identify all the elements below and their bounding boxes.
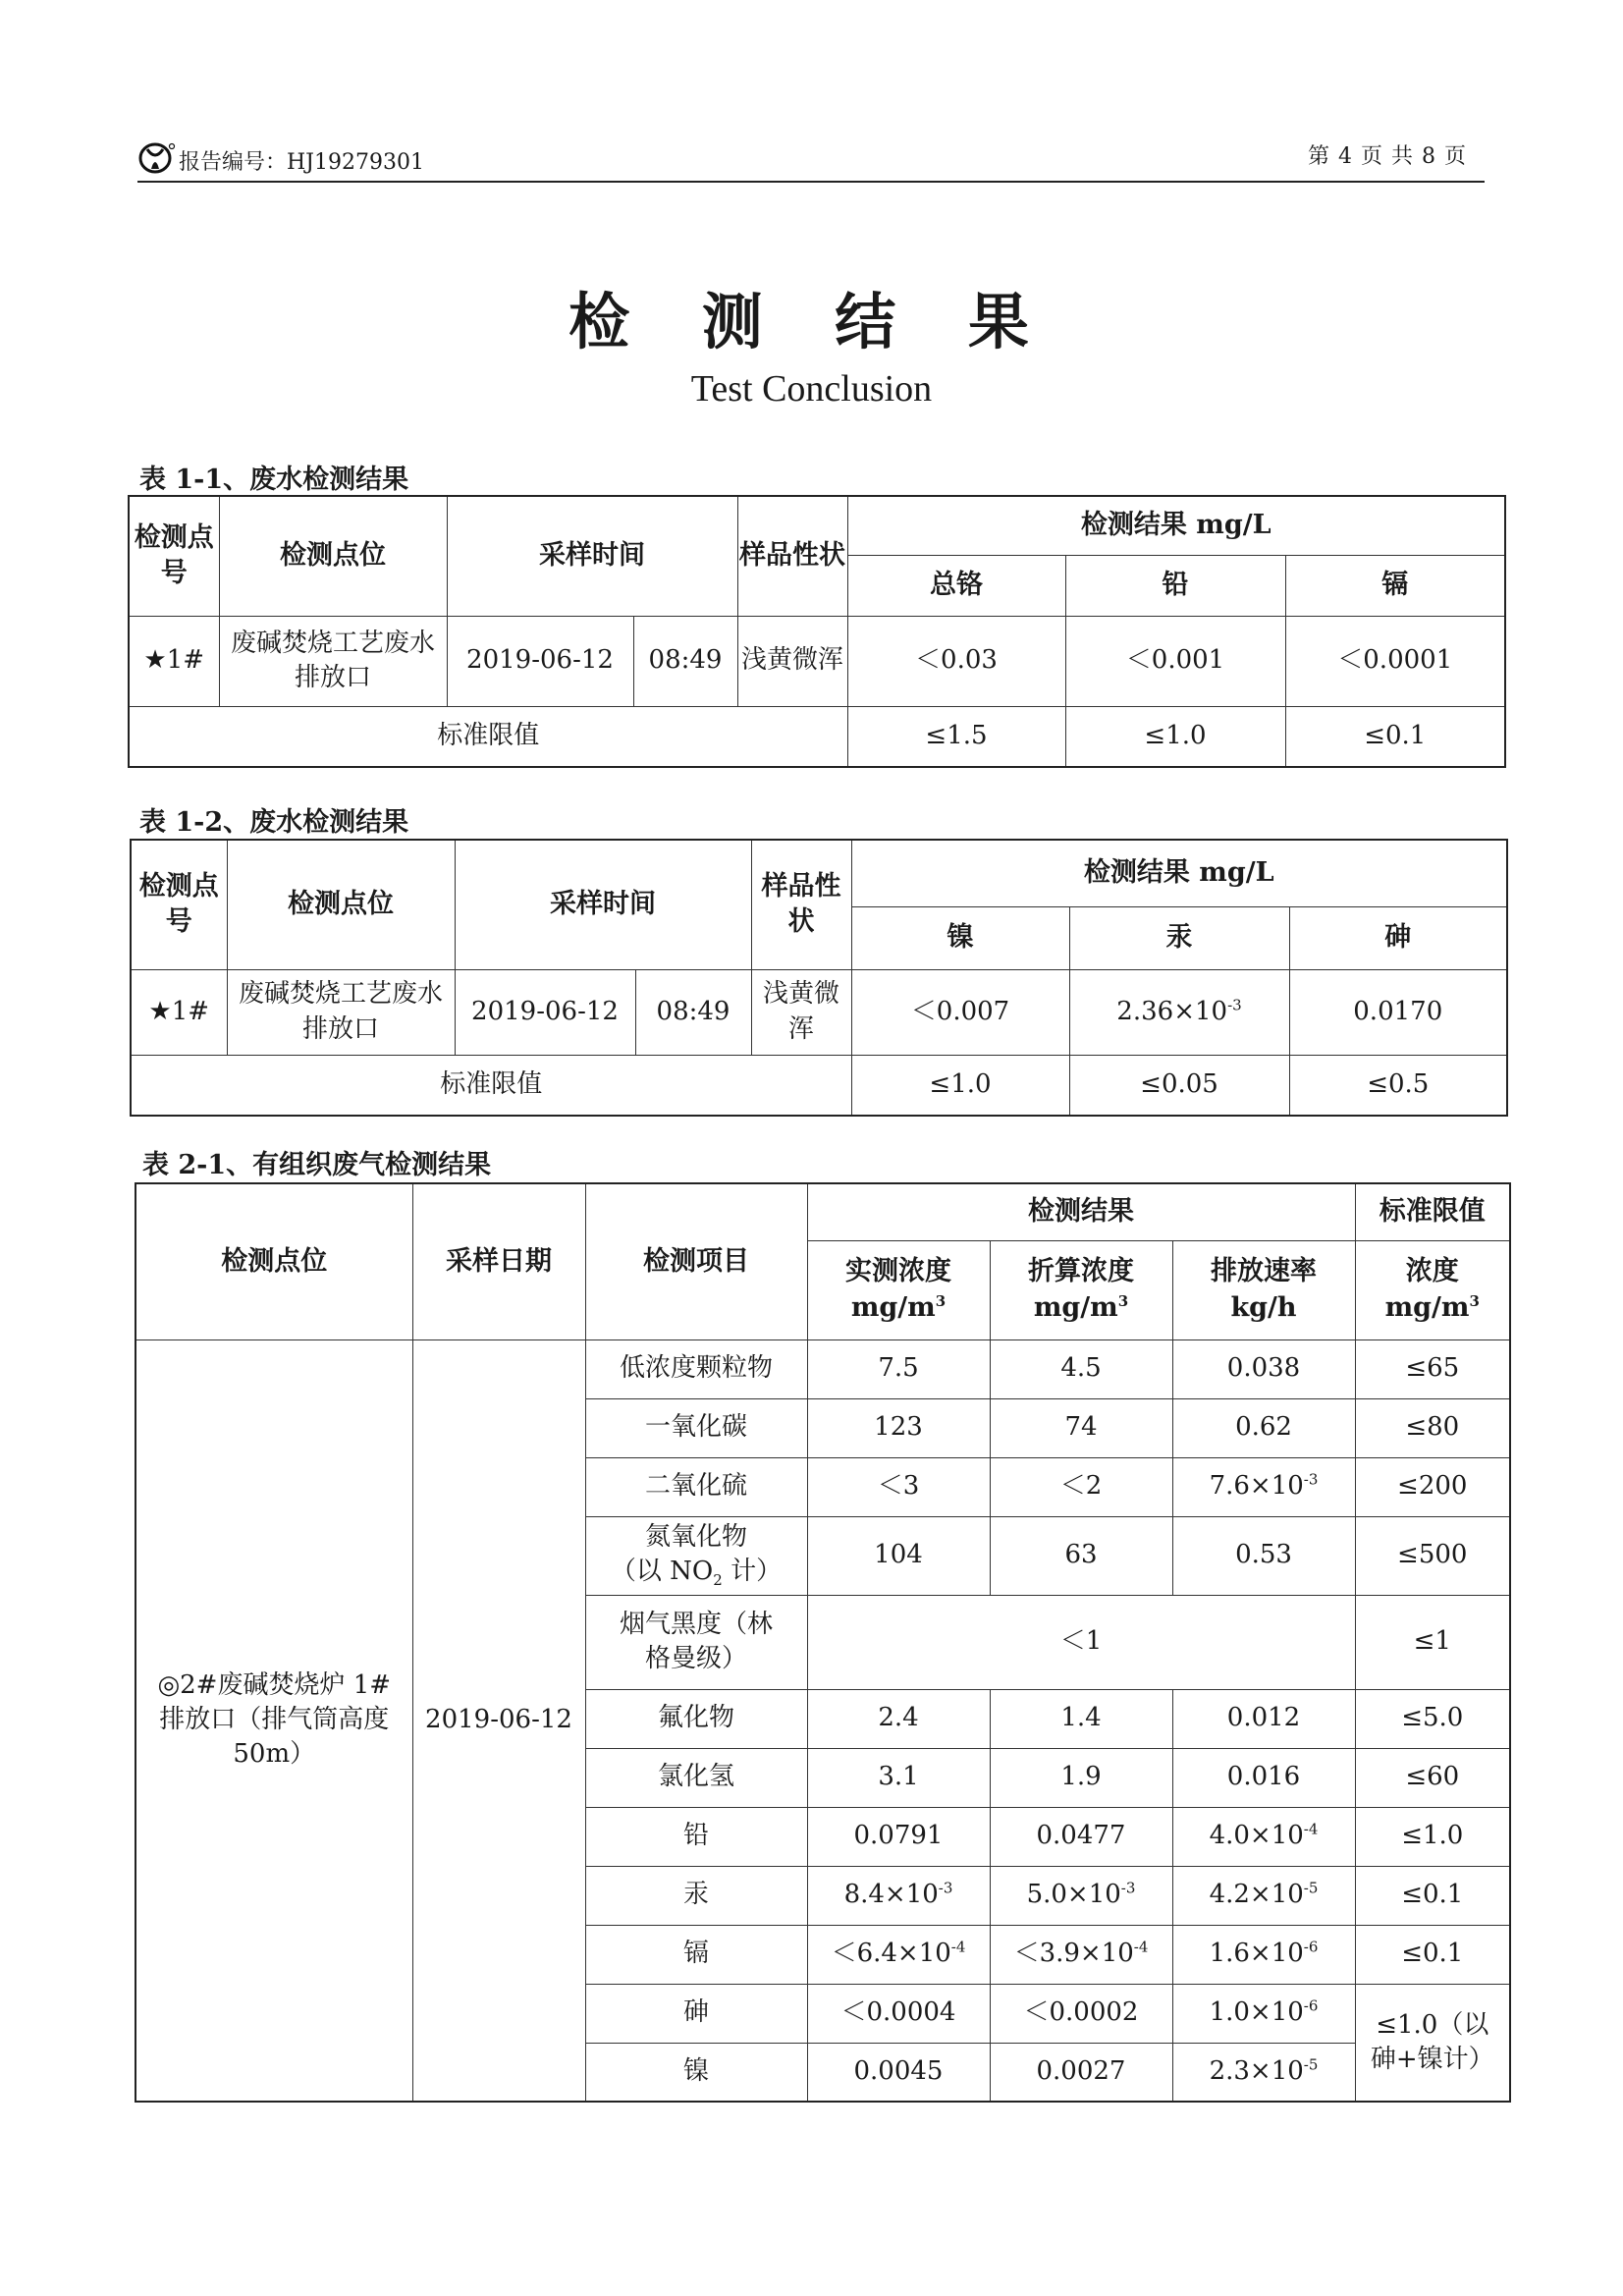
item-cell: 一氧化碳 <box>585 1398 807 1457</box>
location-cell: 废碱焚烧工艺废水排放口 <box>227 969 455 1055</box>
col-header-sample: 样品性状 <box>751 840 851 969</box>
col-header-limit: 标准限值 <box>1355 1183 1510 1240</box>
rate-cell <box>1172 1457 1355 1516</box>
table-1-2 <box>130 839 1508 1117</box>
point-no-cell: ★1# <box>129 616 219 706</box>
unit-label: mg/m <box>1033 1291 1118 1323</box>
col-header-time: 采样时间 <box>447 496 737 616</box>
item-cell: 氟化物 <box>585 1689 807 1748</box>
rate-cell <box>1172 2043 1355 2102</box>
table-header-row <box>129 496 1505 555</box>
value-exponent: -6 <box>1303 1938 1319 1956</box>
col-header-total-chromium: 总铬 <box>847 555 1065 616</box>
value-cell <box>1069 969 1289 1055</box>
item-label: （以 NO <box>610 1557 714 1587</box>
value-base: 2.3×10 <box>1209 2056 1304 2087</box>
measured-cell: 0.0791 <box>807 1807 990 1866</box>
limit-cell: ≤1.5 <box>847 706 1065 767</box>
date-cell: 2019-06-12 <box>412 1339 585 2102</box>
measured-cell: ＜3 <box>807 1457 990 1516</box>
item-cell: 烟气黑度（林格曼级） <box>585 1595 807 1689</box>
col-header-rate <box>1172 1240 1355 1339</box>
page-header <box>137 134 1485 183</box>
converted-cell: ＜2 <box>990 1457 1172 1516</box>
col-header-result: 检测结果 mg/L <box>851 840 1507 906</box>
item-label: 氮氧化物 <box>644 1522 747 1553</box>
sample-cell: 浅黄微浑 <box>737 616 847 706</box>
converted-cell: 1.4 <box>990 1689 1172 1748</box>
item-cell: 氯化氢 <box>585 1748 807 1807</box>
item-label: 计） <box>722 1557 783 1587</box>
rate-cell: 0.016 <box>1172 1748 1355 1807</box>
col-header-location: 检测点位 <box>135 1183 412 1339</box>
item-cell <box>585 1516 807 1595</box>
value-base: 1.0×10 <box>1209 1997 1304 2028</box>
unit-exponent: 3 <box>935 1291 947 1310</box>
limit-cell: ≤60 <box>1355 1748 1510 1807</box>
col-header-point-no: 检测点号 <box>131 840 227 969</box>
converted-cell: 74 <box>990 1398 1172 1457</box>
value-cell: ＜0.007 <box>851 969 1069 1055</box>
date-cell: 2019-06-12 <box>455 969 635 1055</box>
col-header-date: 采样日期 <box>412 1183 585 1339</box>
table1-2-caption: 表 1-2、废水检测结果 <box>139 807 409 838</box>
sample-cell: 浅黄微浑 <box>751 969 851 1055</box>
value-base: 4.2×10 <box>1209 1880 1304 1910</box>
limit-cell: ≤0.1 <box>1355 1866 1510 1925</box>
rate-cell: 0.53 <box>1172 1516 1355 1595</box>
value-exponent: -3 <box>938 1879 953 1897</box>
company-logo-icon <box>137 139 177 175</box>
col-header-location: 检测点位 <box>219 496 447 616</box>
converted-cell <box>990 1925 1172 1984</box>
item-cell: 铅 <box>585 1807 807 1866</box>
value-exponent: -3 <box>1303 1470 1319 1489</box>
table-1-1 <box>128 495 1506 768</box>
converted-cell: 4.5 <box>990 1339 1172 1398</box>
measured-label: 实测浓度 <box>845 1256 951 1287</box>
unit-label: mg/m <box>850 1291 936 1323</box>
col-header-sample: 样品性状 <box>737 496 847 616</box>
page-subtitle: Test Conclusion <box>690 368 933 410</box>
item-cell: 汞 <box>585 1866 807 1925</box>
page-number: 第 4 页 共 8 页 <box>1308 144 1467 169</box>
table1-1-caption: 表 1-1、废水检测结果 <box>139 465 409 495</box>
col-header-cadmium: 镉 <box>1285 555 1505 616</box>
table-header-row <box>135 1183 1510 1240</box>
limit-cell: ≤200 <box>1355 1457 1510 1516</box>
rate-cell <box>1172 1866 1355 1925</box>
measured-cell: 3.1 <box>807 1748 990 1807</box>
item-cell: 砷 <box>585 1984 807 2043</box>
table-row <box>135 1339 1510 1398</box>
converted-cell: 0.0477 <box>990 1807 1172 1866</box>
col-header-mercury: 汞 <box>1069 906 1289 969</box>
rate-cell <box>1172 1925 1355 1984</box>
measured-cell: 123 <box>807 1398 990 1457</box>
col-header-measured <box>807 1240 990 1339</box>
limit-cell: ≤1.0（以砷+镍计） <box>1355 1984 1510 2102</box>
value-exponent: -3 <box>1120 1879 1136 1897</box>
item-cell: 低浓度颗粒物 <box>585 1339 807 1398</box>
measured-cell: 7.5 <box>807 1339 990 1398</box>
value-base: 8.4×10 <box>843 1880 939 1910</box>
col-header-conc <box>1355 1240 1510 1339</box>
limit-cell: ≤0.05 <box>1069 1055 1289 1116</box>
page-title: 检 测 结 果 <box>568 286 1055 357</box>
limit-cell: ≤65 <box>1355 1339 1510 1398</box>
limit-cell: ≤1.0 <box>1065 706 1285 767</box>
col-header-result: 检测结果 <box>807 1183 1355 1240</box>
unit-exponent: 3 <box>1117 1291 1129 1310</box>
col-header-nickel: 镍 <box>851 906 1069 969</box>
rate-label: 排放速率 <box>1211 1256 1317 1287</box>
col-header-converted <box>990 1240 1172 1339</box>
value-exponent: -5 <box>1303 1879 1319 1897</box>
value-exponent: -3 <box>1227 996 1242 1014</box>
measured-cell: 104 <box>807 1516 990 1595</box>
converted-label: 折算浓度 <box>1028 1256 1134 1287</box>
smoke-value-cell: ＜1 <box>807 1595 1355 1689</box>
limit-cell: ≤500 <box>1355 1516 1510 1595</box>
converted-cell: 63 <box>990 1516 1172 1595</box>
limit-label: 标准限值 <box>129 706 847 767</box>
col-header-location: 检测点位 <box>227 840 455 969</box>
value-base: ＜6.4×10 <box>831 1939 951 1969</box>
unit-label: kg/h <box>1230 1291 1297 1323</box>
rate-cell: 0.62 <box>1172 1398 1355 1457</box>
item-cell: 镍 <box>585 2043 807 2102</box>
value-exponent: -4 <box>950 1938 966 1956</box>
table-row <box>129 616 1505 706</box>
limit-cell: ≤5.0 <box>1355 1689 1510 1748</box>
col-header-result: 检测结果 mg/L <box>847 496 1505 555</box>
value-base: 2.36×10 <box>1116 996 1228 1026</box>
col-header-item: 检测项目 <box>585 1183 807 1339</box>
col-header-time: 采样时间 <box>455 840 751 969</box>
value-cell: ＜0.0001 <box>1285 616 1505 706</box>
limit-row <box>131 1055 1507 1116</box>
table-2-1 <box>135 1182 1511 2103</box>
rate-cell: 0.038 <box>1172 1339 1355 1398</box>
measured-cell <box>807 1866 990 1925</box>
value-base: 5.0×10 <box>1026 1880 1121 1910</box>
limit-cell: ≤1.0 <box>851 1055 1069 1116</box>
value-base: ＜3.9×10 <box>1013 1939 1134 1969</box>
limit-cell: ≤80 <box>1355 1398 1510 1457</box>
rate-cell <box>1172 1984 1355 2043</box>
location-cell: 废碱焚烧工艺废水排放口 <box>219 616 447 706</box>
col-header-lead: 铅 <box>1065 555 1285 616</box>
value-exponent: -4 <box>1303 1820 1319 1838</box>
conc-label: 浓度 <box>1405 1256 1459 1287</box>
table-header-row <box>131 840 1507 906</box>
measured-cell: 0.0045 <box>807 2043 990 2102</box>
value-base: 7.6×10 <box>1209 1471 1304 1502</box>
value-exponent: -4 <box>1133 1938 1149 1956</box>
rate-cell: 0.012 <box>1172 1689 1355 1748</box>
point-no-cell: ★1# <box>131 969 227 1055</box>
report-number: 报告编号：HJ19279301 <box>179 150 424 175</box>
value-cell: ＜0.001 <box>1065 616 1285 706</box>
value-exponent: -5 <box>1303 2055 1319 2074</box>
limit-cell: ≤0.5 <box>1289 1055 1507 1116</box>
measured-cell <box>807 1925 990 1984</box>
converted-cell: 0.0027 <box>990 2043 1172 2102</box>
table2-1-caption: 表 2-1、有组织废气检测结果 <box>142 1150 492 1180</box>
location-cell: ◎2#废碱焚烧炉 1#排放口（排气筒高度 50m） <box>135 1339 412 2102</box>
limit-cell: ≤1.0 <box>1355 1807 1510 1866</box>
limit-label: 标准限值 <box>131 1055 851 1116</box>
value-base: 4.0×10 <box>1209 1821 1304 1851</box>
converted-cell <box>990 1866 1172 1925</box>
value-cell: 0.0170 <box>1289 969 1507 1055</box>
limit-cell: ≤0.1 <box>1285 706 1505 767</box>
col-header-point-no: 检测点号 <box>129 496 219 616</box>
converted-cell: 1.9 <box>990 1748 1172 1807</box>
rate-cell <box>1172 1807 1355 1866</box>
value-base: 1.6×10 <box>1209 1939 1304 1969</box>
converted-cell: ＜0.0002 <box>990 1984 1172 2043</box>
item-cell: 镉 <box>585 1925 807 1984</box>
value-exponent: -6 <box>1303 1996 1319 2015</box>
value-cell: ＜0.03 <box>847 616 1065 706</box>
measured-cell: 2.4 <box>807 1689 990 1748</box>
limit-cell: ≤1 <box>1355 1595 1510 1689</box>
time-cell: 08:49 <box>633 616 737 706</box>
measured-cell: ＜0.0004 <box>807 1984 990 2043</box>
table-row <box>131 969 1507 1055</box>
unit-label: mg/m <box>1384 1291 1470 1323</box>
item-subscript: 2 <box>713 1571 723 1590</box>
limit-row <box>129 706 1505 767</box>
unit-exponent: 3 <box>1469 1291 1480 1310</box>
date-cell: 2019-06-12 <box>447 616 633 706</box>
col-header-arsenic: 砷 <box>1289 906 1507 969</box>
limit-cell: ≤0.1 <box>1355 1925 1510 1984</box>
item-cell: 二氧化硫 <box>585 1457 807 1516</box>
time-cell: 08:49 <box>635 969 751 1055</box>
